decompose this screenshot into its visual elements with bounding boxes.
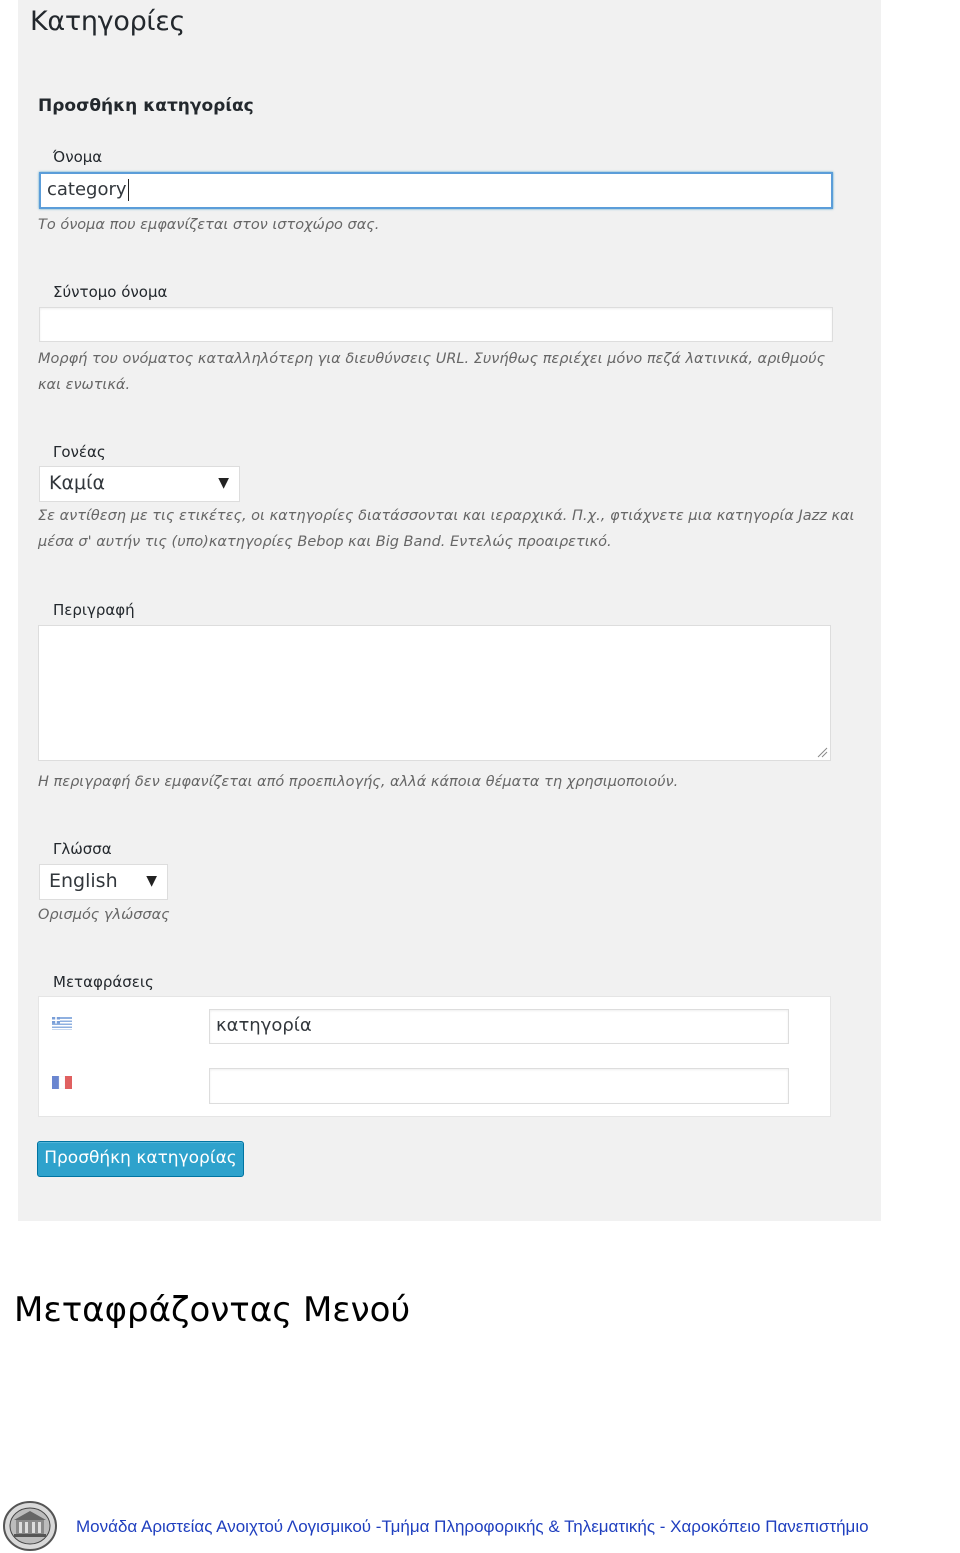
slug-description-line2: και ενωτικά. (38, 377, 131, 393)
name-label: Όνομα (53, 148, 103, 166)
language-label: Γλώσσα (53, 840, 112, 858)
resize-handle-icon[interactable] (817, 747, 828, 758)
parent-description-line2: μέσα σ' αυτήν τις (υπο)κατηγορίες Bebop και Big Band. Εντελώς προαιρετικό. (38, 534, 612, 550)
add-category-button[interactable]: Προσθήκη κατηγορίας (37, 1141, 244, 1177)
description-label: Περιγραφή (53, 601, 135, 619)
greek-flag-icon (52, 1017, 72, 1030)
name-description: Το όνομα που εμφανίζεται στον ιστοχώρο σας. (38, 217, 380, 233)
name-input-value: category (47, 179, 127, 200)
slug-description-line1: Μορφή του ονόματος καταλληλότερη για διευθύνσεις URL. Συνήθως περιέχει μόνο πεζά λατινικά, αριθμούς (38, 351, 826, 367)
parent-select[interactable] (39, 466, 240, 502)
french-flag-icon (52, 1076, 72, 1089)
language-select[interactable] (39, 864, 168, 900)
description-help: Η περιγραφή δεν εμφανίζεται από προεπιλογής, αλλά κάποια θέματα τη χρησιμοποιούν. (38, 774, 679, 790)
text-cursor (128, 179, 129, 201)
language-select-value: English (49, 870, 118, 892)
footer-text: Μονάδα Αριστείας Ανοιχτού Λογισμικού -Τμήμα Πληροφορικής & Τηλεματικής - Χαροκόπειο Πανεπιστήμιο (76, 1517, 869, 1536)
parent-label: Γονέας (53, 443, 106, 461)
section-title: Προσθήκη κατηγορίας (38, 96, 254, 116)
language-description: Ορισμός γλώσσας (38, 907, 170, 923)
translation-input-greek[interactable]: κατηγορία (209, 1009, 789, 1044)
dropdown-arrow-icon: ▼ (218, 475, 229, 491)
parent-select-value: Καμία (49, 472, 106, 494)
slug-label: Σύντομο όνομα (53, 283, 168, 301)
parent-description-line1: Σε αντίθεση με τις ετικέτες, οι κατηγορίες διατάσσονται και ιεραρχικά. Π.χ., φτιάχνετε μια κατηγορία Jazz και (38, 508, 855, 524)
slug-input[interactable] (39, 307, 833, 342)
translation-input-french[interactable] (209, 1068, 789, 1104)
page-title: Κατηγορίες (30, 6, 186, 37)
dropdown-arrow-icon: ▼ (146, 873, 157, 889)
university-logo-icon (2, 1500, 58, 1552)
description-textarea[interactable] (38, 625, 831, 761)
translations-label: Μεταφράσεις (53, 973, 154, 991)
name-input[interactable] (39, 172, 833, 209)
page-caption: Μεταφράζοντας Μενού (14, 1290, 411, 1330)
